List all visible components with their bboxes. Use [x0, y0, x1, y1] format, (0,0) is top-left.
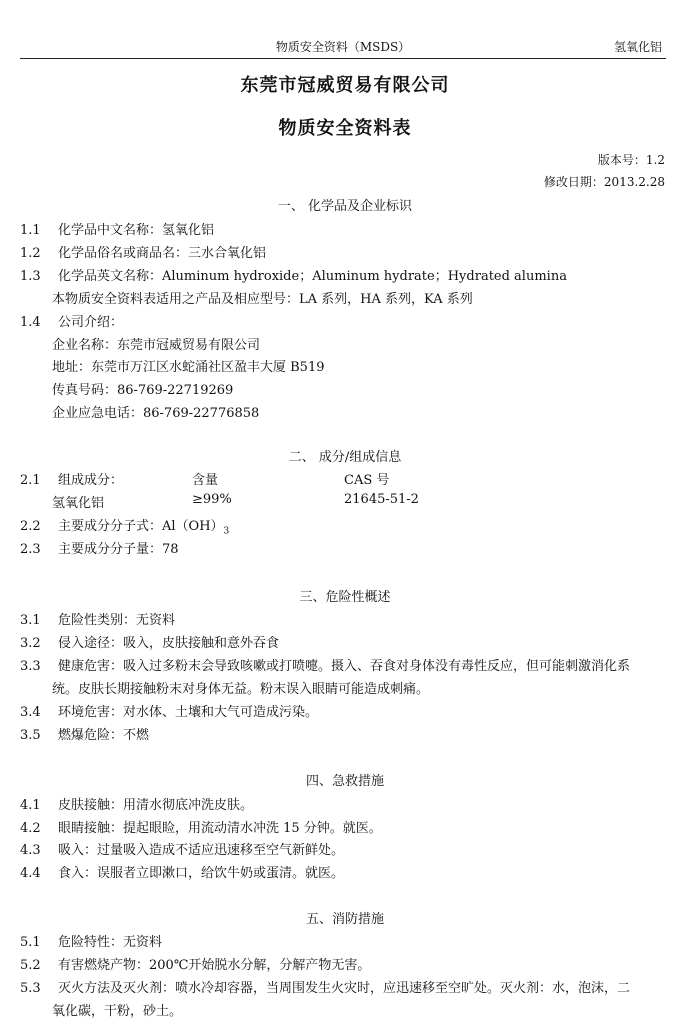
item-number: 2.3: [20, 542, 41, 557]
item-text: 侵入途径：吸入，皮肤接触和意外吞食: [58, 636, 280, 651]
item-1-2: [20, 242, 266, 261]
emergency-phone: 企业应急电话：86-769-22776858: [52, 406, 260, 421]
company-address: 地址：东莞市万江区水蛇涌社区盈丰大厦 B519: [52, 360, 325, 375]
item-4-2: [20, 817, 382, 836]
item-number: 1.1: [20, 223, 41, 238]
item-text: 危险特性：无资料: [58, 935, 163, 950]
item-number: 2.1: [20, 473, 41, 488]
item-5-2: [20, 954, 370, 973]
item-4-3: [20, 839, 344, 858]
item-1-1: [20, 219, 214, 238]
item-text: 皮肤接触：用清水彻底冲洗皮肤。: [58, 798, 254, 813]
item-3-5: [20, 724, 149, 743]
item-2-3: [20, 538, 179, 557]
item-text: 化学品中文名称：氢氧化铝: [58, 223, 215, 238]
item-number: 1.3: [20, 269, 41, 284]
formula-subscript: 3: [223, 526, 230, 537]
section-5-title: 五、消防措施: [305, 912, 384, 927]
item-text: 健康危害：吸入过多粉末会导致咳嗽或打喷嚏。摄入、吞食对身体没有毒性反应，但可能刺激消化系: [58, 659, 631, 674]
item-1-3: [20, 265, 567, 284]
item-number: 4.1: [20, 798, 41, 813]
item-text: 主要成分分子式：Al（OH）: [58, 519, 224, 534]
ingredient-content: ≥99%: [192, 492, 232, 507]
item-text: 化学品英文名称：Aluminum hydroxide；Aluminum hydrate；Hydrated alumina: [58, 269, 567, 284]
item-number: 5.1: [20, 935, 41, 950]
item-3-1: [20, 609, 175, 628]
section-4-title: 四、急救措施: [305, 774, 384, 789]
item-text: 公司介绍：: [58, 315, 124, 330]
item-number: 1.4: [20, 315, 41, 330]
item-number: 4.4: [20, 866, 41, 881]
item-text: 有害燃烧产物：200℃开始脱水分解，分解产物无害。: [58, 958, 371, 973]
item-number: 3.4: [20, 705, 41, 720]
item-text: 灭火方法及灭火剂：喷水冷却容器，当周围发生火灾时，应迅速移至空旷处。灭火剂：水，泡沫，二: [58, 981, 631, 996]
item-5-1: [20, 931, 162, 950]
item-number: 5.3: [20, 981, 41, 996]
applicable-models: 本物质安全资料表适用之产品及相应型号：LA 系列，HA 系列，KA 系列: [52, 292, 473, 307]
section-1-title: 一、 化学品及企业标识: [277, 199, 413, 214]
item-number: 2.2: [20, 519, 41, 534]
item-text: 食入：误服者立即漱口，给饮牛奶或蛋清。就医。: [58, 866, 345, 881]
item-2-2: [20, 515, 229, 537]
revision-date: 修改日期：2013.2.28: [543, 175, 665, 189]
item-3-4: [20, 701, 318, 720]
item-text: 组成成分：: [58, 473, 124, 488]
item-1-4: [20, 311, 123, 330]
item-number: 3.1: [20, 613, 41, 628]
section-3-title: 三、危险性概述: [299, 590, 391, 605]
item-number: 3.2: [20, 636, 41, 651]
version-number: 版本号：1.2: [597, 153, 665, 167]
item-text: 主要成分分子量：78: [58, 542, 179, 557]
item-text: 环境危害：对水体、土壤和大气可造成污染。: [58, 705, 319, 720]
item-3-3: [20, 655, 630, 674]
company-fax: 传真号码：86-769-22719269: [52, 383, 234, 398]
item-text: 危险性类别：无资料: [58, 613, 176, 628]
item-number: 1.2: [20, 246, 41, 261]
item-number: 4.2: [20, 821, 41, 836]
page-header: [20, 38, 666, 59]
item-text: 燃爆危险：不燃: [58, 728, 150, 743]
item-number: 5.2: [20, 958, 41, 973]
item-text: 化学品俗名或商品名：三水合氧化铝: [58, 246, 267, 261]
company-title: 东莞市冠威贸易有限公司: [240, 75, 450, 96]
item-4-1: [20, 794, 253, 813]
item-3-3-continued: 统。皮肤长期接触粉末对身体无益。粉末误入眼睛可能造成刺痛。: [52, 682, 430, 697]
column-cas-header: CAS 号: [344, 473, 390, 488]
item-number: 3.3: [20, 659, 41, 674]
item-5-3: [20, 977, 630, 996]
item-2-1: [20, 469, 123, 488]
header-title: 物质安全资料（MSDS）: [275, 40, 411, 54]
item-text: 吸入：过量吸入造成不适应迅速移至空气新鲜处。: [58, 843, 345, 858]
item-5-3-continued: 氧化碳，干粉，砂土。: [52, 1004, 183, 1019]
company-name: 企业名称：东莞市冠威贸易有限公司: [52, 338, 261, 353]
ingredient-cas: 21645-51-2: [344, 492, 419, 507]
item-number: 4.3: [20, 843, 41, 858]
item-4-4: [20, 862, 344, 881]
section-2-title: 二、 成分/组成信息: [288, 450, 402, 465]
column-content-header: 含量: [192, 473, 219, 488]
ingredient-name: 氢氧化铝: [52, 496, 105, 511]
item-text: 眼睛接触：提起眼睑，用流动清水冲洗 15 分钟。就医。: [58, 821, 382, 836]
header-product: 氢氧化铝: [613, 40, 662, 54]
item-number: 3.5: [20, 728, 41, 743]
item-3-2: [20, 632, 279, 651]
document-title: 物质安全资料表: [278, 118, 412, 139]
